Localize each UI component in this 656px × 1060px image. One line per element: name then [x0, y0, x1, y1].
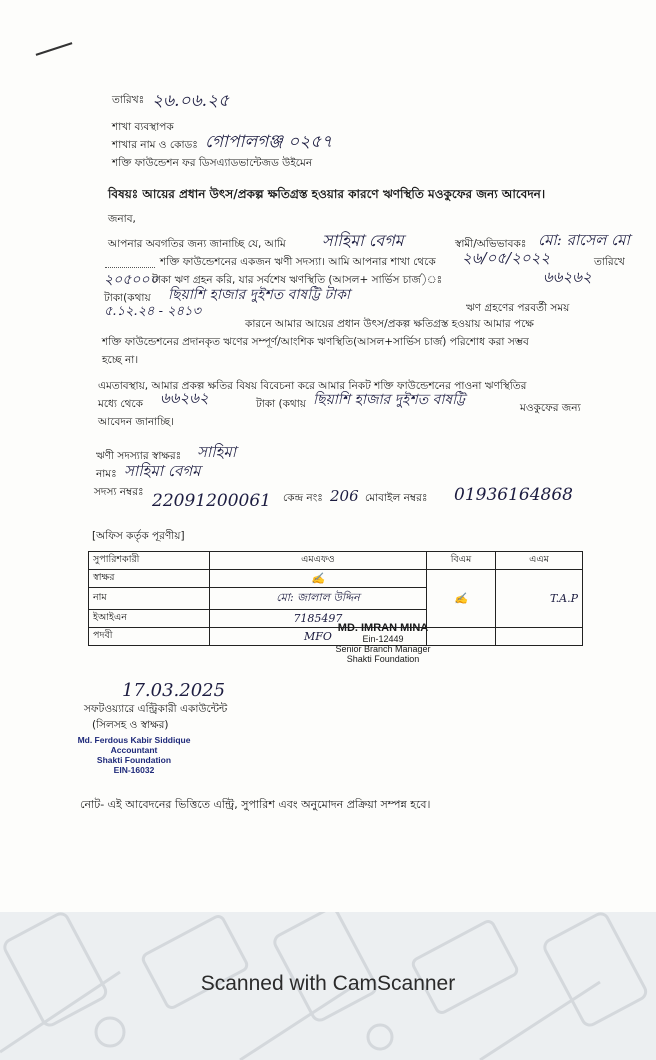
para1-line2: শক্তি ফাউন্ডেশনের একজন ঋণী সদস্যা। আমি আপনার শাখা থেকে [160, 256, 436, 268]
para1-line4-suffix: ঋণ গ্রহণের পরবর্তী সময় [466, 302, 570, 314]
member-name-label: নামঃ [96, 468, 117, 480]
member-id: 22091200061 [152, 491, 271, 511]
member-id-label: সদস্য নম্বরঃ [94, 486, 144, 498]
para2-line2-mid: টাকা (কথায় [256, 398, 306, 410]
para1-line1: আপনার অবগতির জন্য জানাচ্ছি যে, আমি [108, 238, 286, 250]
accountant-stamp-org: Shakti Foundation [96, 755, 172, 765]
row-label-ein: ইআইএন [89, 610, 210, 628]
branch-manager-line: শাখা ব্যবস্থাপক [112, 121, 174, 133]
member-signature: সাহিমা [197, 443, 237, 461]
para1-line4: টাকা(কথায় [104, 292, 151, 304]
subject-line: বিষয়ঃ আয়ের প্রধান উৎস/প্রকল্প ক্ষতিগ্রস্ত হওয়ার কারণে ঋণস্থিতি মওকুফের জন্য আবেদন। [108, 187, 546, 201]
para1-guardian-label: স্বামী/অভিভাবকঃ [455, 238, 527, 250]
cause-date: ৫.১২.২৪ - ২৪১৩ [104, 304, 201, 319]
row-label-signature: স্বাক্ষর [89, 570, 210, 588]
bm-signature-scribble: ✍ [426, 570, 495, 628]
waive-in-words: ছিয়াশি হাজার দুইশত বাষট্টি [313, 392, 465, 408]
mobile-label: মোবাইল নম্বরঃ [365, 492, 428, 504]
mfo-signature-scribble: ✍ [210, 570, 427, 588]
note-line: নোট- এই আবেদনের ভিত্তিতে এন্ট্রি, সুপারিশ এবং অনুমোদন প্রক্রিয়া সম্পন্ন হবে। [80, 798, 431, 811]
bm-stamp-ein: Ein-12449 [362, 634, 404, 644]
accountant-line2: (সিলসহ ও স্বাক্ষর) [92, 719, 169, 731]
bm-stamp [318, 622, 448, 664]
bm-stamp-name: MD. IMRAN MINA [337, 622, 429, 634]
applicant-name: সাহিমা বেগম [322, 231, 404, 250]
camscanner-footer-text: Scanned with CamScanner [200, 972, 456, 995]
date-label: তারিখঃ [112, 94, 145, 106]
accountant-stamp-name: Md. Ferdous Kabir Siddique [77, 735, 191, 745]
mfo-designation: MFO [210, 628, 427, 646]
center-number: 206 [330, 487, 359, 505]
col-header-bm: বিএম [426, 552, 495, 570]
bm-stamp-org: Shakti Foundation [346, 654, 420, 664]
branch-name-value: গোপালগঞ্জ ০২৫৭ [205, 132, 333, 152]
bm-stamp-title: Senior Branch Manager [335, 644, 431, 654]
date-value: ২৬.০৬.২৫ [152, 91, 230, 111]
accountant-line1: সফটওয়্যারে এন্ট্রিকারী একাউন্টেন্ট [84, 703, 228, 715]
loan-date: ২৬/০৫/২০২২ [462, 249, 551, 267]
accountant-stamp-title: Accountant [110, 745, 158, 755]
row-label-recommender: সুপারিশকারী [89, 552, 210, 570]
row-label-name: নাম [89, 588, 210, 610]
mfo-ein: 7185497 [210, 610, 427, 628]
organization-line: শক্তি ফাউন্ডেশন ফর ডিসএ্যাডভান্টেজড উইমেন [112, 157, 313, 169]
para1-line5: কারনে আমার আয়ের প্রধান উৎস/প্রকল্প ক্ষতিগ্রস্ত হওয়ায় আমার পক্ষে [245, 318, 534, 330]
para2-line2-end: মওকুফের জন্য [520, 402, 581, 414]
mobile-number: 01936164868 [454, 485, 573, 505]
table-row [89, 570, 583, 588]
pen-stroke-mark [36, 42, 73, 56]
para2-line2-start: মধ্যে থেকে [98, 398, 143, 410]
col-header-am: এএম [496, 552, 583, 570]
para1-line7: হচ্ছে না। [102, 354, 139, 366]
mfo-name: মো: জালাল উদ্দিন [210, 588, 427, 610]
row-label-designation: পদবী [89, 628, 210, 646]
guardian-name: মো: রাসেল মো [538, 231, 630, 249]
para1-date-suffix: তারিখে [594, 256, 625, 268]
accountant-stamp-ein: EIN-16032 [113, 765, 155, 775]
am-designation-cell [496, 628, 583, 646]
balance-in-words: ছিয়াশি হাজার দুইশত বাষট্টি টাকা [168, 287, 350, 303]
table-row [89, 552, 583, 570]
salutation: জনাব, [108, 213, 136, 225]
balance-amount: ৬৬২৬২ [543, 268, 592, 286]
branch-name-label: শাখার নাম ও কোডঃ [112, 139, 198, 151]
member-name: সাহিমা বেগম [124, 462, 201, 480]
accountant-date: 17.03.2025 [122, 680, 226, 701]
loan-amount: ২০৫০০০ [104, 272, 159, 288]
para1-line3: টাকা ঋণ গ্রহন করি, যার সর্বশেষ ঋণস্থিতি (আসল+ সার্ভিস চার্জ)ঃ [152, 274, 443, 286]
accountant-stamp [74, 735, 194, 775]
center-label: কেন্দ্র নংঃ [283, 492, 323, 504]
para1-line6: শক্তি ফাউন্ডেশনের প্রদানকৃত ঋণের সম্পূর্ণ/আংশিক ঋণস্থিতি(আসল+সার্ভিস চার্জ) পরিশোধ করা সম্ভব [102, 336, 529, 348]
para2-line1: এমতাবস্থায়, আমার প্রকল্প ক্ষতির বিষয় বিবেচনা করে আমার নিকট শক্তি ফাউন্ডেশনের পাওনা ঋণস্থিতির [98, 380, 527, 392]
waive-amount: ৬৬২৬২ [160, 389, 209, 407]
office-caption: [অফিস কর্তৃক পূরণীয়] [92, 530, 185, 542]
para2-line3: আবেদন জানাচ্ছি। [98, 416, 174, 428]
am-signature: T.A.P [496, 570, 583, 628]
member-signature-label: ঋণী সদস্যার স্বাক্ষরঃ [96, 450, 182, 462]
col-header-mfo: এমএফও [210, 552, 427, 570]
